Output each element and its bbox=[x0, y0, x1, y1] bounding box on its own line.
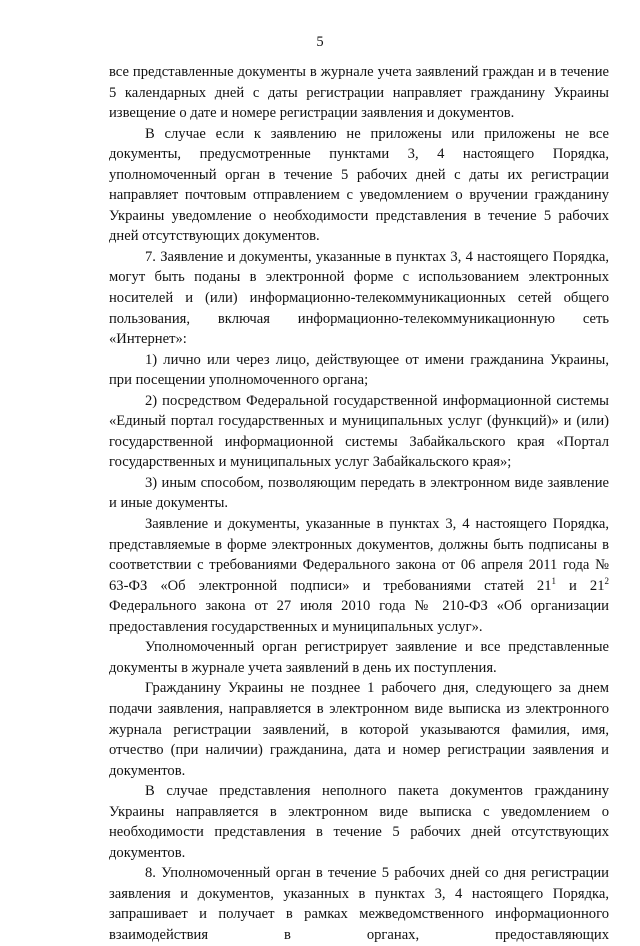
paragraph-8: Уполномоченный орган регистрирует заявление и все представленные документы в журнале учета заявлений в день их поступления. bbox=[109, 639, 609, 676]
superscript-2: 2 bbox=[604, 575, 609, 586]
paragraph-4: 1) лично или через лицо, действующее от имени гражданина Украины, при посещении уполномоченного органа; bbox=[109, 351, 609, 389]
paragraph-2: В случае если к заявлению не приложены или приложены не все документы, предусмотренные пунктами 3, 4 настоящего Порядка, уполномоченный орган в течение 5 рабочих дней с даты их регистрации направляет почтовым отправлением с уведомлением о вручении гражданину Украины уведомление о необходимости представления в течение 5 рабочих дней отсутствующих документов. bbox=[109, 125, 609, 245]
document-body bbox=[109, 62, 609, 946]
paragraph-1: все представленные документы в журнале учета заявлений граждан и в течение 5 календарных дней с даты регистрации направляет гражданину Украины извещение о дате и номере регистрации заявления и документов. bbox=[109, 64, 609, 122]
paragraph-11: 8. Уполномоченный орган в течение 5 рабочих дней со дня регистрации заявления и документов, указанных в пунктах 3, 4 настоящего Порядка, запрашивает и получает в рамках межведомственного информационного взаимодействия в органах, предоставляющих bbox=[109, 865, 609, 943]
paragraph-6: 3) иным способом, позволяющим передать в электронном виде заявление и иные документы. bbox=[109, 474, 609, 512]
paragraph-7-text: Заявление и документы, указанные в пунктах 3, 4 настоящего Порядка, представляемые в форме электронных документов, должны быть подписаны в соответствии с требованиями Федерального закона от 06 апреля 2011 года № 63-ФЗ «Об электронной подписи» и требованиями статей 21 bbox=[109, 516, 609, 594]
paragraph-9: Гражданину Украины не позднее 1 рабочего дня, следующего за днем подачи заявления, направляется в электронном виде выписка из электронного журнала регистрации заявлений, в которой указываются фамилия, имя, отчество (при наличии) гражданина, дата и номер регистрации заявления и документов. bbox=[109, 680, 609, 779]
superscript-1: 1 bbox=[551, 575, 556, 586]
paragraph-3: 7. Заявление и документы, указанные в пунктах 3, 4 настоящего Порядка, могут быть поданы в электронной форме с использованием электронных носителей и (или) информационно-телекоммуникационных сетей общего пользования, включая информационно-телекоммуникационную сеть «Интернет»: bbox=[109, 248, 609, 348]
page-number: 5 bbox=[316, 34, 324, 50]
paragraph-5: 2) посредством Федеральной государственной информационной системы «Единый портал государственных и муниципальных услуг (функций)» и (или) государственной информационной системы Забайкальского края «Портал государственных и муниципальных услуг Забайкальского края»; bbox=[109, 392, 609, 471]
paragraph-7-tail: Федерального закона от 27 июля 2010 года № 210-ФЗ «Об организации предоставления государственных и муниципальных услуг». bbox=[109, 598, 609, 635]
paragraph-7 bbox=[109, 514, 609, 637]
paragraph-10: В случае представления неполного пакета документов гражданину Украины направляется в электронном виде выписка с уведомлением о необходимости представления в течение 5 рабочих дней отсутствующих документов. bbox=[109, 783, 609, 861]
paragraph-7-mid: и 21 bbox=[556, 577, 605, 594]
